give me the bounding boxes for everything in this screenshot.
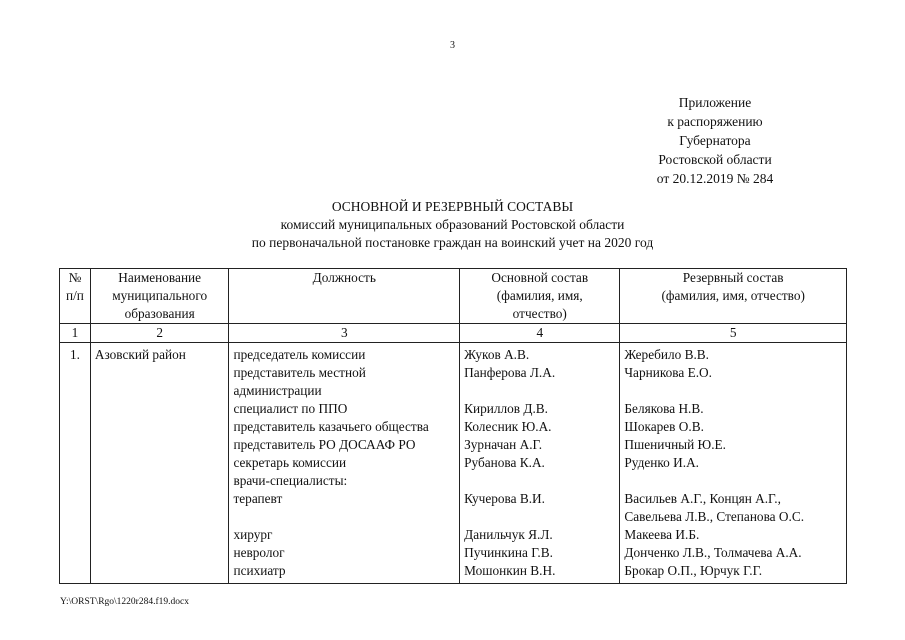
position-line: врачи-специалисты: [233,473,348,488]
position-line: председатель комиссии [233,347,366,362]
header-line: Должность [312,270,376,285]
header-line: Основной состав [491,270,589,285]
appendix-line: Приложение [678,95,752,110]
reserve-member-line: Макеева И.Б. [624,527,700,542]
column-number-row [60,324,847,343]
main-member-line: Рубанова К.А. [464,455,545,470]
position-line: хирург [233,527,273,542]
reserve-member-line: Васильев А.Г., Концян А.Г., [624,491,781,506]
header-number [60,269,91,324]
position-line: психиатр [233,563,286,578]
position-line: специалист по ППО [233,401,348,416]
main-member-line [464,508,615,526]
header-line: Резервный состав [682,270,784,285]
composition-table [59,268,847,584]
position-line: невролог [233,545,285,560]
position-line: представитель местной [233,365,366,380]
main-member-line: Жуков А.В. [464,347,530,362]
reserve-member-line: Чарникова Е.О. [624,365,712,380]
header-line: муниципального [112,288,208,303]
main-member-line: Кириллов Д.В. [464,401,548,416]
position-line: терапевт [233,491,283,506]
reserve-member-line [624,382,842,400]
header-line: п/п [65,288,84,303]
main-member-line: Данильчук Я.Л. [464,527,553,542]
reserve-composition-cell [620,343,847,584]
main-member-line [464,382,615,400]
file-path-footer: Y:\ORST\Rgo\1220r284.f19.docx [60,597,189,607]
reserve-member-line [624,472,842,490]
main-member-line: Кучерова В.И. [464,491,545,506]
column-number: 2 [90,324,229,343]
header-reserve-composition [620,269,847,324]
position-line: секретарь комиссии [233,455,347,470]
reserve-member-line: Пшеничный Ю.Е. [624,437,726,452]
document-heading [0,198,905,252]
column-number: 5 [620,324,847,343]
main-member-line [464,472,615,490]
reserve-member-line: Жеребило В.В. [624,347,709,362]
appendix-line: к распоряжению [667,114,763,129]
header-municipality [90,269,229,324]
position-line [233,508,455,526]
header-line: Наименование [118,270,202,285]
table-header-row [60,269,847,324]
header-line: образования [124,306,195,321]
header-line: отчество) [512,306,567,321]
document-title: ОСНОВНОЙ И РЕЗЕРВНЫЙ СОСТАВЫ [331,199,574,214]
row-number: 1. [60,343,91,584]
reserve-member-line: Донченко Л.В., Толмачева А.А. [624,545,802,560]
main-member-line: Колесник Ю.А. [464,419,552,434]
reserve-member-line: Белякова Н.В. [624,401,704,416]
document-subtitle: по первоначальной постановке граждан на воинский учет на 2020 год [251,235,654,250]
position-line: представитель казачьего общества [233,419,429,434]
table-row [60,343,847,584]
reserve-member-line: Брокар О.П., Юрчук Г.Г. [624,563,763,578]
reserve-member-line: Савельева Л.В., Степанова О.С. [624,509,805,524]
main-composition-cell [460,343,620,584]
municipality-name: Азовский район [90,343,229,584]
position-line: представитель РО ДОСААФ РО [233,437,416,452]
appendix-line: Губернатора [679,133,751,148]
position-line: администрации [233,383,322,398]
main-member-line: Пучинкина Г.В. [464,545,553,560]
main-member-line: Зурначан А.Г. [464,437,543,452]
page-number: 3 [450,40,455,51]
appendix-line: от 20.12.2019 № 284 [656,171,774,186]
appendix-block [625,93,805,188]
main-member-line: Панферова Л.А. [464,365,556,380]
header-position [229,269,460,324]
reserve-member-line: Руденко И.А. [624,455,700,470]
header-main-composition [460,269,620,324]
column-number: 1 [60,324,91,343]
column-number: 4 [460,324,620,343]
header-line: № [68,270,82,285]
reserve-member-line: Шокарев О.В. [624,419,704,434]
document-subtitle: комиссий муниципальных образований Ростовской области [280,217,625,232]
appendix-line: Ростовской области [658,152,772,167]
positions-cell [229,343,460,584]
main-member-line: Мошонкин В.Н. [464,563,556,578]
header-line: (фамилия, имя, [496,288,583,303]
header-line: (фамилия, имя, отчество) [661,288,805,303]
column-number: 3 [229,324,460,343]
